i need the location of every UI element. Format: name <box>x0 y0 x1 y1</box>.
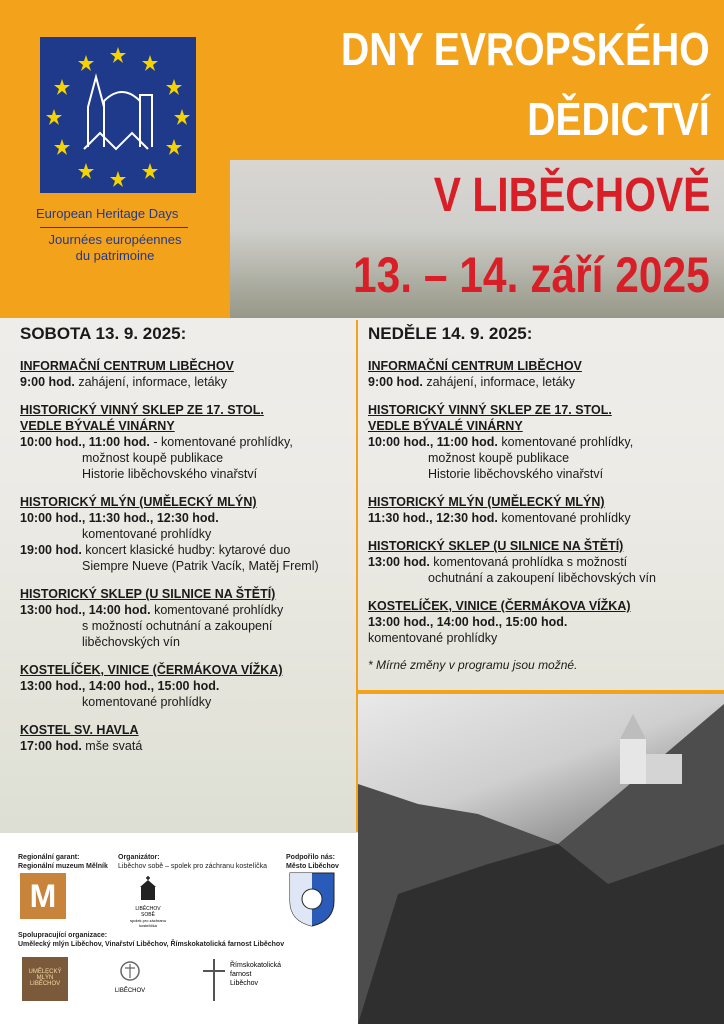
description: komentované prohlídky <box>82 527 212 541</box>
sunday-column <box>368 324 718 672</box>
section-title: KOSTEL SV. HAVLA <box>20 723 139 737</box>
description: mše svatá <box>81 739 143 753</box>
description: Historie liběchovského vinařství <box>428 467 604 481</box>
time: 11:30 hod., 12:30 hod. <box>368 511 498 525</box>
section-title: KOSTELÍČEK, VINICE (ČERMÁKOVA VÍŽKA) <box>20 663 283 677</box>
coorganizers-block <box>18 931 348 949</box>
section-title: VEDLE BÝVALÉ VINÁRNY <box>368 419 523 433</box>
program-note: * Mírné změny v programu jsou možné. <box>368 658 578 672</box>
section-title: HISTORICKÝ VINNÝ SKLEP ZE 17. STOL. <box>20 403 264 417</box>
umelecky-mlyn-logo <box>22 957 68 1001</box>
section-title: INFORMAČNÍ CENTRUM LIBĚCHOV <box>20 359 234 373</box>
farnost-logo <box>200 957 280 1003</box>
section-title: VEDLE BÝVALÉ VINÁRNY <box>20 419 175 433</box>
description: komentované prohlídky <box>368 631 498 645</box>
organizer-block <box>118 853 278 871</box>
time: 13:00 hod., 14:00 hod., 15:00 hod. <box>368 615 568 629</box>
sat-section-chapel <box>20 662 350 710</box>
sun-section-chapel <box>368 598 718 646</box>
time: 10:00 hod., 11:00 hod. <box>368 435 498 449</box>
saturday-heading: SOBOTA 13. 9. 2025: <box>20 324 187 343</box>
description: komentované prohlídky <box>82 695 212 709</box>
coorganizers-label: Spolupracující organizace: <box>18 932 108 939</box>
description: koncert klasické hudby: kytarové duo <box>81 543 291 557</box>
description: - komentované prohlídky, <box>149 435 293 449</box>
description: zahájení, informace, letáky <box>74 375 228 389</box>
time: 13:00 hod., 14:00 hod., 15:00 hod. <box>20 679 220 693</box>
organizer-name: Liběchov sobě – spolek pro záchranu kostelíčka <box>118 863 268 870</box>
support-block <box>286 853 352 871</box>
title-line-2: DĚDICTVÍ <box>527 93 710 145</box>
description: komentované prohlídky <box>497 511 631 525</box>
libechov-sobe-logo <box>128 875 168 928</box>
sun-section-mill <box>368 494 718 526</box>
sun-section-info <box>368 358 718 390</box>
umelecky-mlyn-text: UMĚLECKÝ MLÝN LIBĚCHOV <box>28 969 62 987</box>
description: komentovaná prohlídka s možností <box>429 555 628 569</box>
time: 19:00 hod. <box>20 543 82 557</box>
sat-section-wine-cellar <box>20 402 350 482</box>
garant-name: Regionální muzeum Mělník <box>18 863 108 870</box>
time: 9:00 hod. <box>20 375 75 389</box>
description: komentované prohlídky <box>150 603 284 617</box>
libechov-sobe-text: LIBĚCHOV SOBĚ <box>135 906 161 918</box>
time: 9:00 hod. <box>368 375 423 389</box>
garant-label: Regionální garant: <box>18 854 80 861</box>
section-title: HISTORICKÝ MLÝN (UMĚLECKÝ MLÝN) <box>20 495 257 509</box>
organizer-label: Organizátor: <box>118 854 160 861</box>
libechov-coat-of-arms <box>288 871 336 927</box>
muzeum-melnik-logo: M <box>20 873 66 919</box>
garant-block <box>18 853 114 871</box>
description: Siempre Nueve (Patrik Vacík, Matěj Freml) <box>82 559 319 573</box>
description: ochutnání a zakoupení liběchovských vín <box>428 571 656 585</box>
title-line-3: V LIBĚCHOVĚ <box>433 169 710 222</box>
sat-section-info <box>20 358 350 390</box>
description: liběchovských vín <box>82 635 180 649</box>
support-name: Město Liběchov <box>286 863 339 870</box>
time: 17:00 hod. <box>20 739 82 753</box>
sun-section-cellar-road <box>368 538 718 586</box>
logo-caption-en: European Heritage Days <box>36 206 179 221</box>
section-title: HISTORICKÝ VINNÝ SKLEP ZE 17. STOL. <box>368 403 612 417</box>
time: 13:00 hod., 14:00 hod. <box>20 603 151 617</box>
vinarstvi-text: LIBĚCHOV <box>114 988 146 994</box>
title-dates: 13. – 14. září 2025 <box>353 247 710 303</box>
vinarstvi-libechov-logo <box>110 959 150 1003</box>
partners-footer <box>0 833 358 1024</box>
section-title: INFORMAČNÍ CENTRUM LIBĚCHOV <box>368 359 582 373</box>
sat-section-cellar-road <box>20 586 350 650</box>
section-title: HISTORICKÝ SKLEP (U SILNICE NA ŠTĚTÍ) <box>20 587 276 601</box>
description: možnost koupě publikace <box>428 451 570 465</box>
section-title: HISTORICKÝ SKLEP (U SILNICE NA ŠTĚTÍ) <box>368 539 624 553</box>
saturday-column <box>20 324 350 766</box>
chapel-photo <box>358 694 724 1024</box>
time: 10:00 hod., 11:30 hod., 12:30 hod. <box>20 511 219 525</box>
coorganizers-names: Umělecký mlýn Liběchov, Vinařství Liběchov, Římskokatolická farnost Liběchov <box>18 941 285 948</box>
support-label: Podpořilo nás: <box>286 854 335 861</box>
logo-divider <box>40 227 188 228</box>
section-title: KOSTELÍČEK, VINICE (ČERMÁKOVA VÍŽKA) <box>368 599 631 613</box>
section-title: HISTORICKÝ MLÝN (UMĚLECKÝ MLÝN) <box>368 495 605 509</box>
description: s možností ochutnání a zakoupení <box>82 619 273 633</box>
european-heritage-days-logo <box>40 37 196 193</box>
time: 10:00 hod., 11:00 hod. <box>20 435 150 449</box>
sat-section-church <box>20 722 350 754</box>
description: Historie liběchovského vinařství <box>82 467 258 481</box>
description: zahájení, informace, letáky <box>422 375 576 389</box>
logo-caption-fr: Journées européennes du patrimoine <box>48 232 182 263</box>
time: 13:00 hod. <box>368 555 430 569</box>
description: komentované prohlídky, <box>497 435 634 449</box>
sunday-heading: NEDĚLE 14. 9. 2025: <box>368 324 533 343</box>
libechov-sobe-sub: spolek pro záchranu kostelíčka <box>129 918 167 928</box>
sun-section-wine-cellar <box>368 402 718 482</box>
title-line-1: DNY EVROPSKÉHO <box>341 23 710 75</box>
description: možnost koupě publikace <box>82 451 224 465</box>
farnost-text: Římskokatolická farnost Liběchov <box>230 962 281 987</box>
sat-section-mill <box>20 494 350 574</box>
